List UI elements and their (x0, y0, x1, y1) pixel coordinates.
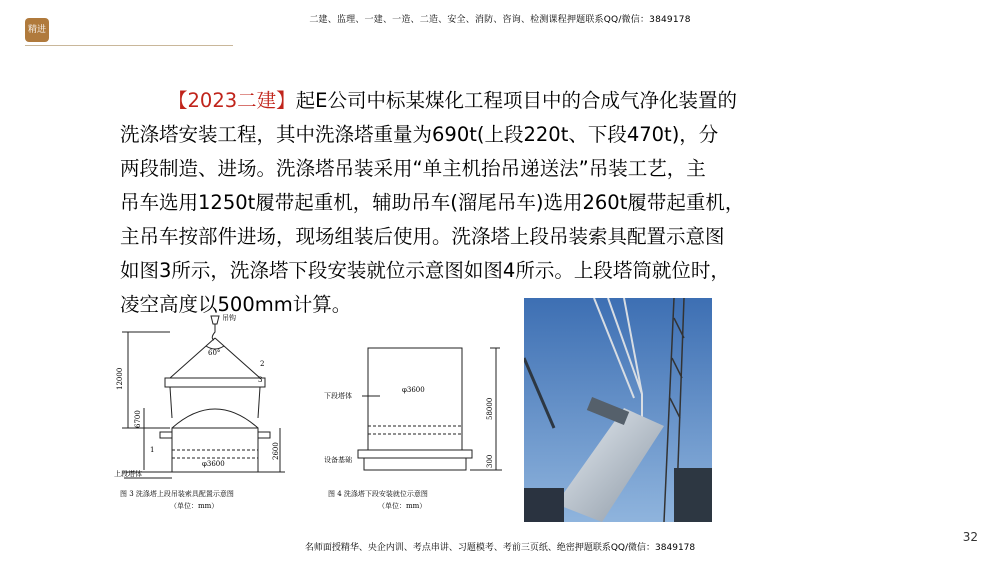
fig3-hook-label: 吊钩 (222, 314, 236, 322)
question-line-6: 如图3所示，洗涤塔下段安装就位示意图如图4所示。上段塔筒就位时， (120, 259, 730, 282)
fig4-unit: （单位：mm） (378, 502, 427, 510)
fig3-dim-height: 12000 (116, 367, 124, 390)
lifting-photo (524, 298, 712, 522)
figure-4-lower-section-diagram (320, 330, 510, 520)
bottom-banner: 名师面授精华、央企内训、考点串讲、习题模考、考前三页纸、绝密押题联系QQ/微信：3849178 (304, 543, 696, 553)
fig3-callout-2: 2 (260, 360, 265, 368)
question-text (120, 84, 820, 322)
fig3-angle: 60° (208, 349, 221, 357)
question-line-4: 吊车选用1250t履带起重机，辅助吊车(溜尾吊车)选用260t履带起重机， (120, 191, 745, 214)
page-number: 32 (962, 530, 978, 544)
question-line-5: 主吊车按部件进场，现场组装后使用。洗涤塔上段吊装索具配置示意图 (120, 225, 725, 248)
crane-lift-image (524, 298, 712, 522)
brand-logo: 精进 (25, 18, 49, 42)
top-banner: 二建、监理、一建、一造、二造、安全、消防、咨询、检测课程押题联系QQ/微信：3849178 (309, 15, 691, 25)
fig4-foundation-label: 设备基础 (324, 456, 352, 464)
fig3-bottom-label: 上段塔体 (114, 470, 142, 478)
fig3-caption: 图 3 洗涤塔上段吊装索具配置示意图 (120, 490, 234, 498)
fig3-unit: （单位：mm） (170, 502, 219, 510)
question-line-3: 两段制造、进场。洗涤塔吊装采用“单主机抬吊递送法”吊装工艺，主 (120, 157, 706, 180)
question-tag: 【2023二建】 (168, 89, 296, 112)
fig3-dim-mid: 6700 (134, 410, 142, 428)
question-line-2: 洗涤塔安装工程，其中洗涤塔重量为690t(上段220t、下段470t)，分 (120, 123, 719, 146)
fig3-dim-low: 2600 (272, 442, 280, 460)
fig4-dim-base: 300 (486, 454, 494, 468)
question-line-7: 凌空高度以500mm计算。 (120, 293, 352, 316)
fig3-callout-3: 3 (258, 376, 263, 384)
fig4-lower-label: 下段塔体 (324, 392, 352, 400)
question-line-1: 【2023二建】起E公司中标某煤化工程项目中的合成气净化装置的 (168, 89, 737, 112)
header-divider (25, 45, 233, 46)
fig4-diameter: φ3600 (402, 386, 425, 394)
figure-3-rigging-diagram (110, 310, 300, 520)
fig4-dim-height: 58000 (486, 397, 494, 420)
fig3-callout-1: 1 (150, 446, 155, 454)
fig4-caption: 图 4 洗涤塔下段安装就位示意图 (328, 490, 428, 498)
fig3-diameter: φ3600 (202, 460, 225, 468)
